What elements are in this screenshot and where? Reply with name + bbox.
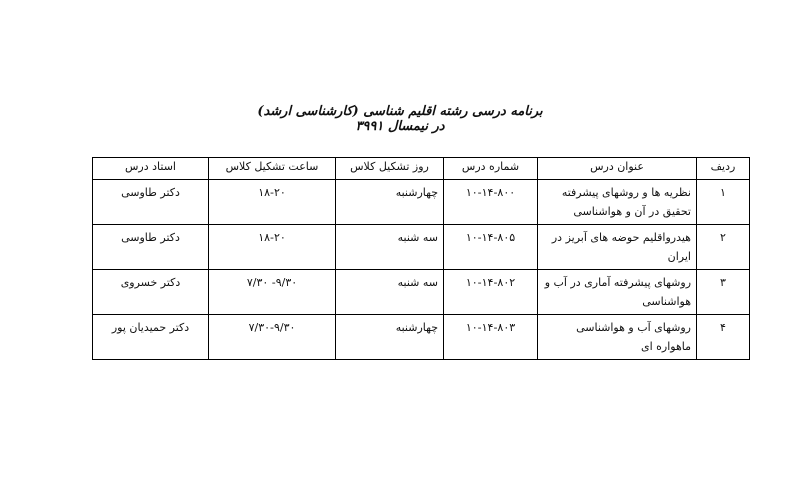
cell-course-title: روشهای آب و هواشناسی ماهواره ای bbox=[538, 315, 697, 360]
cell-row-number: ۳ bbox=[697, 270, 750, 315]
cell-class-time: ۱۸-۲۰ bbox=[209, 180, 336, 225]
header-course-title: عنوان درس bbox=[538, 158, 697, 180]
document-title: برنامه درسی رشته اقلیم شناسی (کارشناسی ارشد) در نیمسال ۳۹۹۱ bbox=[257, 104, 543, 134]
cell-course-number: ۱۰-۱۴-۸۰۲ bbox=[444, 270, 538, 315]
header-teacher: استاد درس bbox=[93, 158, 209, 180]
cell-row-number: ۱ bbox=[697, 180, 750, 225]
table-row bbox=[93, 225, 750, 270]
cell-class-time: ۷/۳۰-۹/۳۰ bbox=[209, 315, 336, 360]
header-class-day: روز تشکیل کلاس bbox=[336, 158, 444, 180]
cell-class-time: ۷/۳۰ -۹/۳۰ bbox=[209, 270, 336, 315]
cell-course-title: هیدرواقلیم حوضه های آبریز در ایران bbox=[538, 225, 697, 270]
header-class-time: ساعت تشکیل کلاس bbox=[209, 158, 336, 180]
table-row bbox=[93, 180, 750, 225]
cell-teacher: دکتر طاوسی bbox=[93, 225, 209, 270]
cell-teacher: دکتر حمیدیان پور bbox=[93, 315, 209, 360]
cell-teacher: دکتر خسروی bbox=[93, 270, 209, 315]
cell-course-title: روشهای پیشرفته آماری در آب و هواشناسی bbox=[538, 270, 697, 315]
header-row-number: ردیف bbox=[697, 158, 750, 180]
table-header-row bbox=[93, 158, 750, 180]
cell-row-number: ۲ bbox=[697, 225, 750, 270]
cell-course-number: ۱۰-۱۴-۸۰۰ bbox=[444, 180, 538, 225]
cell-class-day: چهارشنبه bbox=[336, 180, 444, 225]
cell-class-day: سه شنبه bbox=[336, 225, 444, 270]
cell-course-title: نظریه ها و روشهای پیشرفته تحقیق در آن و هواشناسی bbox=[538, 180, 697, 225]
cell-course-number: ۱۰-۱۴-۸۰۳ bbox=[444, 315, 538, 360]
cell-class-day: سه شنبه bbox=[336, 270, 444, 315]
cell-course-number: ۱۰-۱۴-۸۰۵ bbox=[444, 225, 538, 270]
cell-class-time: ۱۸-۲۰ bbox=[209, 225, 336, 270]
course-schedule-table bbox=[92, 157, 750, 360]
cell-teacher: دکتر طاوسی bbox=[93, 180, 209, 225]
table-row bbox=[93, 315, 750, 360]
cell-class-day: چهارشنبه bbox=[336, 315, 444, 360]
table-row bbox=[93, 270, 750, 315]
cell-row-number: ۴ bbox=[697, 315, 750, 360]
header-course-number: شماره درس bbox=[444, 158, 538, 180]
